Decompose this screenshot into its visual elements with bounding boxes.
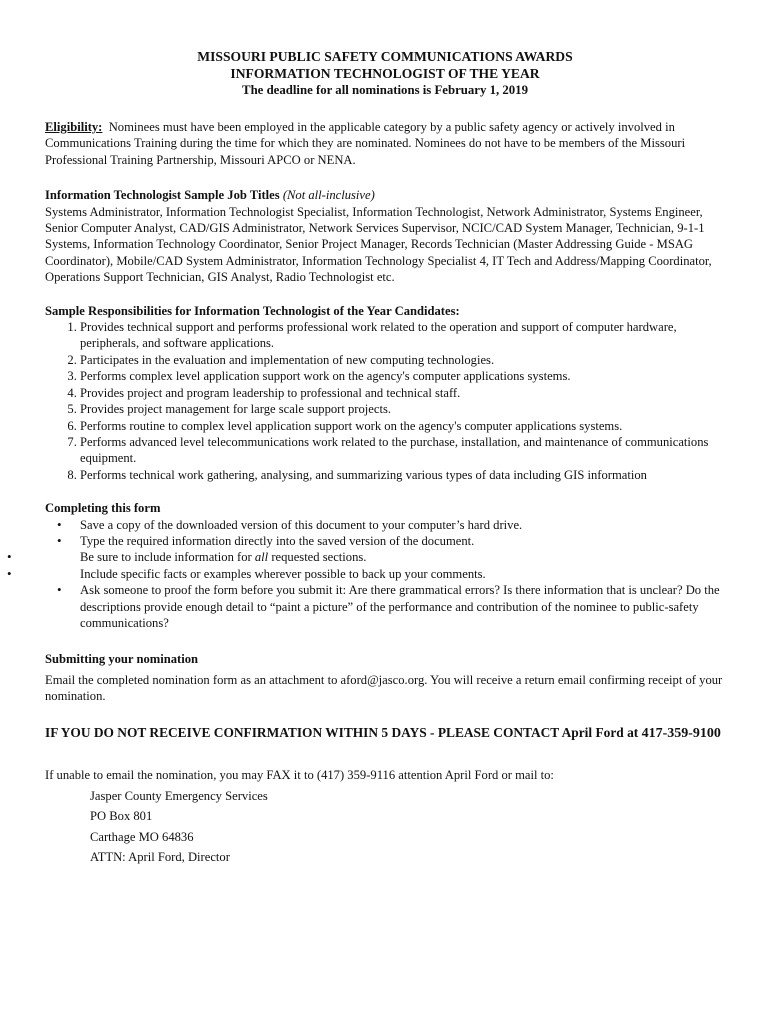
list-item bbox=[45, 582, 725, 631]
submitting-heading: Submitting your nomination bbox=[45, 652, 199, 667]
bullet-icon: • bbox=[57, 516, 62, 532]
responsibilities-heading: Sample Responsibilities for Information Technologist of the Year Candidates: bbox=[45, 303, 460, 318]
bullet-icon: • bbox=[7, 565, 12, 581]
list-item: 7. Performs advanced level telecommunications work related to the purchase, installation, and maintenance of communications equipment. bbox=[80, 434, 725, 467]
mailing-address bbox=[45, 786, 725, 867]
list-item: 5. Provides project management for large scale support projects. bbox=[80, 401, 725, 417]
job-titles-text: Systems Administrator, Information Technologist Specialist, Information Technologist, Network Administrator, Systems Engineer, Senior Computer Analyst, CAD/GIS Administrator, Network Services Supervisor, NCIC/CAD System Manager, Technician, 9-1-1 Systems, Information Technology Coordinator, Senior Project Manager, Records Technician (Master Addressing Guide - MSAG Coordinator), Mobile/CAD System Administrator, Information Technology Specialist 4, IT Tech and Address/Mapping Coordinator, Operations Support Technician, GIS Analyst, Radio Technologist etc. bbox=[45, 204, 712, 285]
bullet-icon: • bbox=[7, 549, 12, 565]
list-item: 4. Provides project and program leadership to professional and technical staff. bbox=[80, 385, 725, 401]
list-item: 6. Performs routine to complex level application support work on the agency's computer applications systems. bbox=[80, 418, 725, 434]
list-item bbox=[7, 549, 725, 565]
list-item: 1. Provides technical support and performs professional work related to the operation and support of computer hardware, peripherals, and software applications. bbox=[80, 319, 725, 352]
job-titles-section bbox=[45, 187, 725, 285]
list-item-text: Be sure to include information for bbox=[80, 550, 255, 565]
responsibilities-section bbox=[45, 303, 725, 483]
job-titles-heading: Information Technologist Sample Job Titles bbox=[45, 188, 280, 203]
eligibility-text: Nominees must have been employed in the applicable category by a public safety agency or actively involved in Communications Training during the time for which they are nominated. Nominees do not have to be members of the Missouri Professional Training Partnership, Missouri APCO or NENA. bbox=[45, 120, 686, 167]
list-item-text: requested sections. bbox=[268, 550, 367, 565]
list-item-text: Ask someone to proof the form before you submit it: Are there grammatical errors? Is there information that is unclear? Do the descriptions provide enough detail to “paint a picture” of the performance and contribution of the nominee to public-safety communications? bbox=[80, 583, 720, 630]
list-item bbox=[45, 533, 725, 549]
list-item bbox=[7, 565, 725, 582]
fax-instructions: If unable to email the nomination, you may FAX it to (417) 359-9116 attention April Ford or mail to: bbox=[45, 767, 554, 782]
eligibility-label: Eligibility: bbox=[45, 120, 103, 134]
completing-heading: Completing this form bbox=[45, 501, 161, 516]
list-item: 2. Participates in the evaluation and implementation of new computing technologies. bbox=[80, 352, 725, 368]
address-line: PO Box 801 bbox=[90, 809, 153, 824]
confirmation-notice bbox=[45, 724, 725, 743]
list-item-text: Save a copy of the downloaded version of this document to your computer’s hard drive. bbox=[80, 517, 523, 532]
award-title: INFORMATION TECHNOLOGIST OF THE YEAR bbox=[230, 66, 540, 81]
bullet-icon: • bbox=[57, 582, 62, 598]
completing-list bbox=[7, 516, 725, 632]
address-line: ATTN: April Ford, Director bbox=[90, 849, 230, 864]
list-item: 8. Performs technical work gathering, analysing, and summarizing various types of data including GIS information bbox=[80, 467, 725, 483]
list-item-text: Include specific facts or examples wherever possible to back up your comments. bbox=[80, 566, 486, 581]
submitting-text: Email the completed nomination form as an attachment to aford@jasco.org. You will receive a return email confirming receipt of your nomination. bbox=[45, 672, 723, 704]
document-title: MISSOURI PUBLIC SAFETY COMMUNICATIONS AWARDS bbox=[197, 49, 573, 64]
bullet-icon: • bbox=[57, 532, 62, 548]
address-line: Jasper County Emergency Services bbox=[90, 789, 268, 803]
deadline-line: The deadline for all nominations is February 1, 2019 bbox=[242, 83, 528, 97]
address-line: Carthage MO 64836 bbox=[90, 829, 194, 844]
list-item bbox=[45, 517, 725, 533]
submitting-section bbox=[45, 651, 725, 704]
emphasis-text: all bbox=[254, 550, 269, 565]
completing-section bbox=[7, 500, 725, 631]
contact-phone: 417-359-9100 bbox=[641, 725, 721, 741]
confirmation-text: IF YOU DO NOT RECEIVE CONFIRMATION WITHIN 5 DAYS - PLEASE CONTACT April Ford at bbox=[45, 724, 642, 740]
responsibilities-list bbox=[45, 319, 725, 483]
job-titles-note: (Not all-inclusive) bbox=[282, 188, 375, 203]
document-page bbox=[7, 48, 725, 867]
eligibility-paragraph bbox=[45, 119, 725, 168]
list-item: 3. Performs complex level application support work on the agency's computer applications systems. bbox=[80, 368, 725, 384]
list-item-text: Type the required information directly into the saved version of the document. bbox=[80, 533, 475, 548]
